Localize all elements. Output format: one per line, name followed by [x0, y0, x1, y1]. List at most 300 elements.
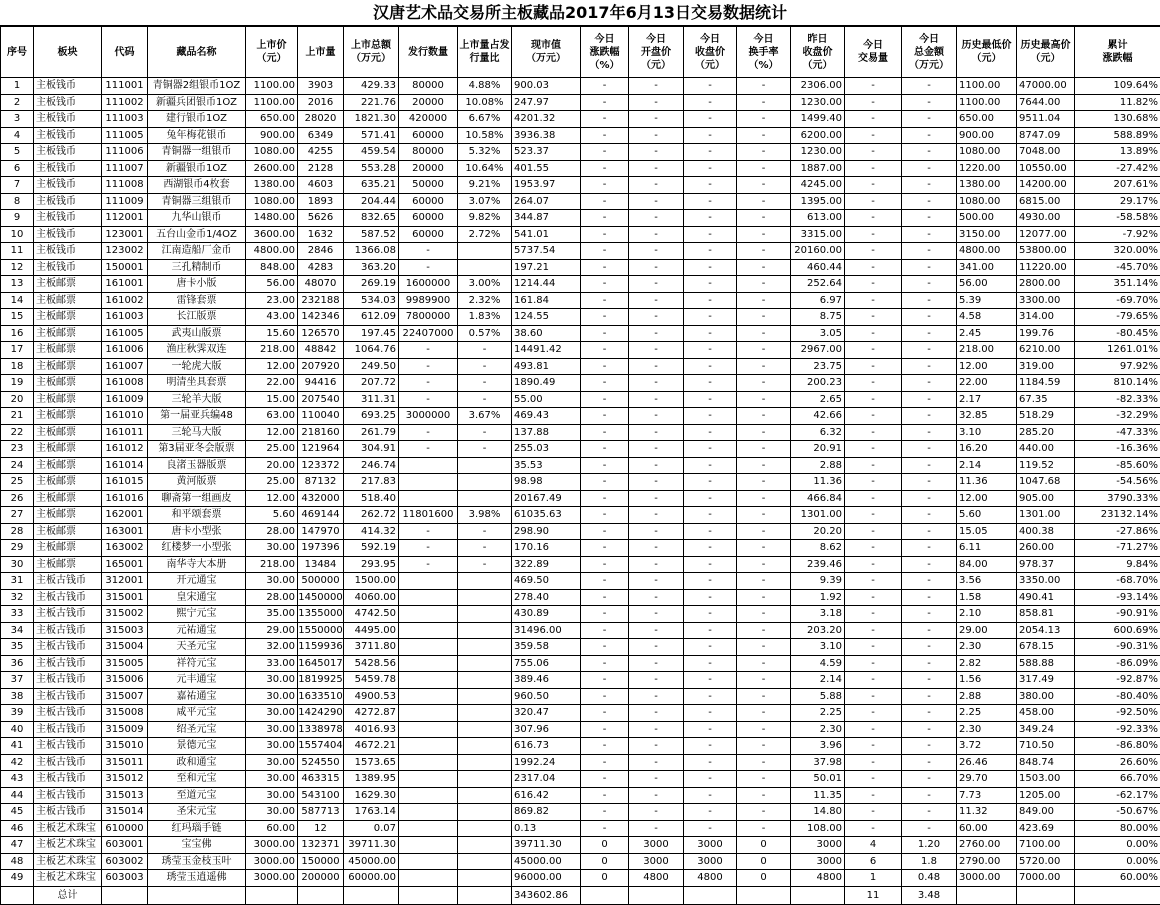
- table-cell: 9989900: [399, 292, 458, 309]
- table-cell: 39711.30: [344, 837, 399, 854]
- table-cell: 2.14: [791, 672, 845, 689]
- table-cell: 1080.00: [246, 144, 298, 161]
- table-cell: -: [629, 391, 684, 408]
- table-row: [1, 144, 1160, 161]
- table-cell: 6: [845, 853, 902, 870]
- table-cell: 26.60%: [1075, 754, 1160, 771]
- table-cell: 2800.00: [1017, 276, 1075, 293]
- table-cell: -: [737, 490, 791, 507]
- table-cell: 6815.00: [1017, 193, 1075, 210]
- table-cell: -: [902, 556, 957, 573]
- table-cell: -: [737, 391, 791, 408]
- table-cell: 1633510: [298, 688, 344, 705]
- table-cell: 主板邮票: [34, 292, 102, 309]
- table-row: [1, 606, 1160, 623]
- column-header-label: 历史最高价 （元）: [1017, 39, 1074, 65]
- total-volume: 11: [845, 886, 902, 904]
- table-cell: 30.00: [246, 540, 298, 557]
- table-cell: 主板古钱币: [34, 622, 102, 639]
- table-cell: 主板古钱币: [34, 721, 102, 738]
- table-cell: -: [581, 820, 629, 837]
- table-cell: 123372: [298, 457, 344, 474]
- table-cell: -: [737, 358, 791, 375]
- table-cell: -: [684, 820, 737, 837]
- table-cell: 26.46: [957, 754, 1017, 771]
- table-row: [1, 639, 1160, 656]
- table-cell: [458, 754, 512, 771]
- table-cell: 嘉祐通宝: [148, 688, 246, 705]
- table-cell: 1301.00: [1017, 507, 1075, 524]
- table-cell: 25: [1, 474, 34, 491]
- table-cell: 315008: [102, 705, 148, 722]
- table-cell: -: [737, 111, 791, 128]
- table-cell: -: [629, 457, 684, 474]
- table-cell: -: [684, 193, 737, 210]
- table-cell: 50.01: [791, 771, 845, 788]
- table-cell: -: [629, 309, 684, 326]
- table-cell: -: [581, 507, 629, 524]
- table-cell: -: [581, 424, 629, 441]
- table-cell: 12.00: [957, 490, 1017, 507]
- table-cell: 0.00%: [1075, 837, 1160, 854]
- table-cell: 150000: [298, 853, 344, 870]
- table-cell: 3000000: [399, 408, 458, 425]
- table-cell: -: [684, 804, 737, 821]
- table-row: [1, 672, 1160, 689]
- table-cell: -: [581, 672, 629, 689]
- table-cell: -: [684, 127, 737, 144]
- table-cell: -: [399, 424, 458, 441]
- table-cell: -: [902, 292, 957, 309]
- table-cell: -: [629, 655, 684, 672]
- table-cell: 5.60: [246, 507, 298, 524]
- column-header-label: 上市价 （元）: [246, 39, 297, 65]
- table-cell: 400.38: [1017, 523, 1075, 540]
- table-cell: -: [684, 391, 737, 408]
- table-cell: -: [845, 622, 902, 639]
- table-cell: 1100.00: [957, 78, 1017, 95]
- table-cell: 雷锋套票: [148, 292, 246, 309]
- table-cell: 22.00: [246, 375, 298, 392]
- table-cell: -: [737, 226, 791, 243]
- table-cell: 圣宋元宝: [148, 804, 246, 821]
- table-cell: -: [629, 226, 684, 243]
- table-cell: 3.05: [791, 325, 845, 342]
- table-cell: 315010: [102, 738, 148, 755]
- table-cell: 315001: [102, 589, 148, 606]
- table-cell: -: [737, 804, 791, 821]
- table-cell: 518.40: [344, 490, 399, 507]
- table-cell: -: [399, 441, 458, 458]
- table-cell: 20160.00: [791, 243, 845, 260]
- table-cell: 5428.56: [344, 655, 399, 672]
- table-cell: 35: [1, 639, 34, 656]
- table-cell: 25.00: [246, 474, 298, 491]
- table-cell: 1890.49: [512, 375, 581, 392]
- table-cell: 9: [1, 210, 34, 227]
- table-cell: 423.69: [1017, 820, 1075, 837]
- table-cell: 4800: [791, 870, 845, 887]
- table-cell: 1230.00: [791, 94, 845, 111]
- table-cell: -: [684, 540, 737, 557]
- table-cell: -79.65%: [1075, 309, 1160, 326]
- table-cell: -: [684, 243, 737, 260]
- table-cell: -: [581, 573, 629, 590]
- data-table: [0, 26, 1160, 905]
- table-cell: 39711.30: [512, 837, 581, 854]
- table-cell: 320.00%: [1075, 243, 1160, 260]
- table-cell: -: [845, 507, 902, 524]
- table-cell: 3000: [629, 853, 684, 870]
- table-cell: 元丰通宝: [148, 672, 246, 689]
- column-header-label: 今日 收盘价 （元）: [684, 33, 736, 72]
- table-cell: 2.10: [957, 606, 1017, 623]
- table-cell: 主板邮票: [34, 358, 102, 375]
- table-row: [1, 820, 1160, 837]
- table-row: [1, 78, 1160, 95]
- table-cell: 31496.00: [512, 622, 581, 639]
- table-cell: [458, 837, 512, 854]
- table-cell: 261.79: [344, 424, 399, 441]
- table-cell: 161006: [102, 342, 148, 359]
- table-cell: 35.53: [512, 457, 581, 474]
- table-cell: -: [684, 111, 737, 128]
- table-cell: 518.29: [1017, 408, 1075, 425]
- table-cell: 4.88%: [458, 78, 512, 95]
- table-cell: 317.49: [1017, 672, 1075, 689]
- table-cell: 389.46: [512, 672, 581, 689]
- table-cell: -: [684, 78, 737, 95]
- table-cell: [399, 457, 458, 474]
- table-cell: 10.64%: [458, 160, 512, 177]
- table-cell: 38.60: [512, 325, 581, 342]
- table-cell: 41: [1, 738, 34, 755]
- table-cell: 4.58: [957, 309, 1017, 326]
- table-cell: -: [399, 523, 458, 540]
- table-cell: 56.00: [957, 276, 1017, 293]
- table-cell: [684, 886, 737, 904]
- table-cell: -: [629, 127, 684, 144]
- table-cell: 635.21: [344, 177, 399, 194]
- table-cell: -: [737, 127, 791, 144]
- table-cell: 304.91: [344, 441, 399, 458]
- column-header-label: 板块: [34, 46, 101, 59]
- table-cell: 良渚玉器版票: [148, 457, 246, 474]
- table-cell: 20.00: [246, 457, 298, 474]
- table-cell: 147970: [298, 523, 344, 540]
- table-cell: 163001: [102, 523, 148, 540]
- table-cell: 1: [845, 870, 902, 887]
- table-cell: 26: [1, 490, 34, 507]
- column-header: [148, 27, 246, 78]
- table-cell: 197.21: [512, 259, 581, 276]
- table-cell: 315012: [102, 771, 148, 788]
- table-cell: 主板邮票: [34, 424, 102, 441]
- table-cell: 2306.00: [791, 78, 845, 95]
- table-cell: 255.03: [512, 441, 581, 458]
- table-cell: 4742.50: [344, 606, 399, 623]
- table-cell: 60.00%: [1075, 870, 1160, 887]
- table-cell: 38: [1, 688, 34, 705]
- table-cell: -: [737, 556, 791, 573]
- table-cell: 341.00: [957, 259, 1017, 276]
- table-cell: -: [902, 754, 957, 771]
- table-cell: 20: [1, 391, 34, 408]
- table-cell: -: [581, 589, 629, 606]
- table-cell: 开元通宝: [148, 573, 246, 590]
- table-cell: -: [845, 738, 902, 755]
- table-cell: 315011: [102, 754, 148, 771]
- table-cell: -: [902, 787, 957, 804]
- table-cell: -: [581, 738, 629, 755]
- table-cell: 46: [1, 820, 34, 837]
- column-header-label: 今日 换手率 （%）: [737, 33, 790, 72]
- table-cell: 218.00: [957, 342, 1017, 359]
- table-cell: -: [581, 177, 629, 194]
- table-cell: 96000.00: [512, 870, 581, 887]
- table-cell: 269.19: [344, 276, 399, 293]
- table-cell: 48842: [298, 342, 344, 359]
- table-cell: 琇莹玉金枝玉叶: [148, 853, 246, 870]
- table-cell: 200.23: [791, 375, 845, 392]
- table-cell: 2054.13: [1017, 622, 1075, 639]
- table-cell: 312001: [102, 573, 148, 590]
- table-cell: 主板古钱币: [34, 606, 102, 623]
- column-header-label: 历史最低价 （元）: [957, 39, 1016, 65]
- table-cell: 主板钱币: [34, 210, 102, 227]
- column-header: [629, 27, 684, 78]
- table-cell: 主板古钱币: [34, 787, 102, 804]
- table-cell: -32.29%: [1075, 408, 1160, 425]
- table-cell: 1893: [298, 193, 344, 210]
- table-cell: 五台山金币1/4OZ: [148, 226, 246, 243]
- table-cell: -: [737, 655, 791, 672]
- table-cell: -: [581, 804, 629, 821]
- table-cell: 1424290: [298, 705, 344, 722]
- table-cell: [791, 886, 845, 904]
- table-cell: 2016: [298, 94, 344, 111]
- table-cell: 15.60: [246, 325, 298, 342]
- table-cell: 592.19: [344, 540, 399, 557]
- table-cell: 111009: [102, 193, 148, 210]
- table-cell: 30.00: [246, 804, 298, 821]
- table-cell: -: [902, 573, 957, 590]
- table-cell: [399, 688, 458, 705]
- table-cell: 主板钱币: [34, 259, 102, 276]
- table-cell: 161016: [102, 490, 148, 507]
- table-cell: [458, 853, 512, 870]
- table-cell: 5.60: [957, 507, 1017, 524]
- table-cell: -: [737, 457, 791, 474]
- table-cell: -: [902, 457, 957, 474]
- table-cell: 主板钱币: [34, 94, 102, 111]
- table-cell: -: [737, 408, 791, 425]
- table-cell: -: [902, 243, 957, 260]
- table-cell: -: [458, 424, 512, 441]
- table-cell: -: [684, 325, 737, 342]
- table-cell: 20.91: [791, 441, 845, 458]
- table-cell: 130.68%: [1075, 111, 1160, 128]
- table-cell: 111002: [102, 94, 148, 111]
- table-cell: 610000: [102, 820, 148, 837]
- table-cell: -: [902, 342, 957, 359]
- table-cell: -: [399, 358, 458, 375]
- table-row: [1, 94, 1160, 111]
- table-cell: [458, 705, 512, 722]
- table-cell: 1205.00: [1017, 787, 1075, 804]
- table-cell: -: [845, 771, 902, 788]
- table-cell: -: [737, 474, 791, 491]
- table-cell: 第一届亚兵编48: [148, 408, 246, 425]
- table-cell: 12077.00: [1017, 226, 1075, 243]
- table-cell: 67.35: [1017, 391, 1075, 408]
- table-cell: 420000: [399, 111, 458, 128]
- table-cell: 皇宋通宝: [148, 589, 246, 606]
- table-cell: [1017, 886, 1075, 904]
- table-cell: -: [902, 391, 957, 408]
- table-cell: 29.00: [246, 622, 298, 639]
- table-cell: 142346: [298, 309, 344, 326]
- table-cell: 571.41: [344, 127, 399, 144]
- table-cell: 543100: [298, 787, 344, 804]
- table-cell: 14491.42: [512, 342, 581, 359]
- table-cell: 832.65: [344, 210, 399, 227]
- table-cell: -: [629, 705, 684, 722]
- table-cell: -: [629, 606, 684, 623]
- table-cell: 37.98: [791, 754, 845, 771]
- table-cell: -: [629, 523, 684, 540]
- table-cell: 869.82: [512, 804, 581, 821]
- table-row: [1, 540, 1160, 557]
- table-cell: 10550.00: [1017, 160, 1075, 177]
- table-cell: -: [845, 111, 902, 128]
- table-cell: 1.83%: [458, 309, 512, 326]
- table-cell: 0.07: [344, 820, 399, 837]
- table-cell: 33.00: [246, 655, 298, 672]
- table-cell: 161005: [102, 325, 148, 342]
- table-cell: 30.00: [246, 573, 298, 590]
- table-row: [1, 556, 1160, 573]
- table-cell: 60000: [399, 226, 458, 243]
- table-cell: -: [845, 292, 902, 309]
- table-cell: [458, 573, 512, 590]
- table-cell: 5737.54: [512, 243, 581, 260]
- table-cell: 第3届亚冬会版票: [148, 441, 246, 458]
- table-cell: -: [458, 358, 512, 375]
- column-header: [298, 27, 344, 78]
- table-cell: 469.50: [512, 573, 581, 590]
- table-cell: 246.74: [344, 457, 399, 474]
- table-cell: 23132.14%: [1075, 507, 1160, 524]
- table-cell: 3000: [684, 837, 737, 854]
- table-cell: 11: [1, 243, 34, 260]
- table-cell: 2.88: [791, 457, 845, 474]
- table-cell: -: [629, 342, 684, 359]
- table-cell: -: [581, 325, 629, 342]
- table-cell: 469.43: [512, 408, 581, 425]
- table-cell: 3350.00: [1017, 573, 1075, 590]
- table-cell: 298.90: [512, 523, 581, 540]
- table-cell: 1380.00: [957, 177, 1017, 194]
- table-cell: -92.50%: [1075, 705, 1160, 722]
- table-cell: 459.54: [344, 144, 399, 161]
- table-cell: 一轮虎大版: [148, 358, 246, 375]
- table-cell: -: [629, 408, 684, 425]
- column-header: [458, 27, 512, 78]
- column-header: [512, 27, 581, 78]
- table-row: [1, 276, 1160, 293]
- table-cell: 35.00: [246, 606, 298, 623]
- table-cell: -: [845, 820, 902, 837]
- table-cell: 42.66: [791, 408, 845, 425]
- table-cell: 2.88: [957, 688, 1017, 705]
- table-cell: [399, 639, 458, 656]
- table-cell: -: [902, 78, 957, 95]
- table-cell: -: [629, 474, 684, 491]
- table-cell: 主板邮票: [34, 474, 102, 491]
- table-cell: 5626: [298, 210, 344, 227]
- table-cell: -: [845, 259, 902, 276]
- table-cell: 1887.00: [791, 160, 845, 177]
- column-header-label: 今日 开盘价 （元）: [629, 33, 683, 72]
- table-cell: -: [845, 787, 902, 804]
- table-cell: -: [684, 94, 737, 111]
- table-cell: 主板古钱币: [34, 804, 102, 821]
- table-cell: -: [581, 523, 629, 540]
- table-cell: -80.45%: [1075, 325, 1160, 342]
- table-cell: 1395.00: [791, 193, 845, 210]
- table-cell: -: [581, 705, 629, 722]
- table-cell: 16: [1, 325, 34, 342]
- table-cell: 3.00%: [458, 276, 512, 293]
- table-cell: 1184.59: [1017, 375, 1075, 392]
- table-cell: -: [629, 243, 684, 260]
- table-cell: 207920: [298, 358, 344, 375]
- table-cell: 三轮马大版: [148, 424, 246, 441]
- table-cell: [957, 886, 1017, 904]
- table-cell: 主板古钱币: [34, 672, 102, 689]
- table-cell: 98.98: [512, 474, 581, 491]
- table-cell: 3903: [298, 78, 344, 95]
- column-header: [1, 27, 34, 78]
- table-cell: 524550: [298, 754, 344, 771]
- table-cell: 150001: [102, 259, 148, 276]
- table-cell: -: [629, 622, 684, 639]
- table-row: [1, 424, 1160, 441]
- table-cell: 7.73: [957, 787, 1017, 804]
- table-cell: -: [902, 771, 957, 788]
- table-cell: 1.56: [957, 672, 1017, 689]
- table-cell: 8: [1, 193, 34, 210]
- table-cell: 264.07: [512, 193, 581, 210]
- table-cell: -: [845, 705, 902, 722]
- table-cell: 4800: [684, 870, 737, 887]
- table-cell: 江南造船厂金币: [148, 243, 246, 260]
- table-cell: 1355000: [298, 606, 344, 623]
- table-cell: -: [629, 325, 684, 342]
- table-cell: 5: [1, 144, 34, 161]
- table-cell: -: [684, 474, 737, 491]
- table-cell: 121964: [298, 441, 344, 458]
- table-cell: 523.37: [512, 144, 581, 161]
- table-cell: 景德元宝: [148, 738, 246, 755]
- table-cell: 1047.68: [1017, 474, 1075, 491]
- table-cell: -: [629, 210, 684, 227]
- table-cell: -: [458, 540, 512, 557]
- table-cell: [458, 787, 512, 804]
- table-cell: 4272.87: [344, 705, 399, 722]
- table-cell: 97.92%: [1075, 358, 1160, 375]
